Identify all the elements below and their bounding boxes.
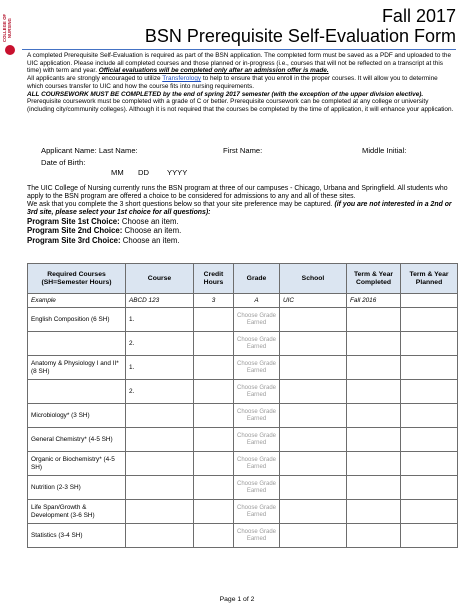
- college-of-nursing-logo: [2, 12, 18, 56]
- site-choice-2-select[interactable]: Choose an item.: [124, 226, 182, 236]
- term-planned-input[interactable]: [401, 356, 458, 380]
- course-input[interactable]: [126, 476, 194, 500]
- table-row: [28, 380, 458, 404]
- school-input[interactable]: [280, 380, 347, 404]
- course-requirement: [28, 332, 126, 356]
- instructions-official-note: Official evaluations will be completed only after an admission offer is made.: [98, 67, 329, 75]
- school-input[interactable]: [280, 452, 347, 476]
- school-input[interactable]: [280, 476, 347, 500]
- school-input[interactable]: [280, 524, 347, 548]
- instructions-p1: A completed Prerequisite Self-Evaluation is required as part of the BSN application. The completed form must be saved as a PDF and uploaded to the UIC application. Please include all completed courses and those planned or in-progress (i.e., courses that will not be reflected on a transcript at this time) with term and year.: [27, 52, 452, 75]
- course-requirement: Microbiology* (3 SH): [28, 404, 126, 428]
- site-choice-2: [27, 226, 455, 235]
- school-input[interactable]: [280, 500, 347, 524]
- course-input[interactable]: 1.: [126, 308, 194, 332]
- table-row: [28, 356, 458, 380]
- school-input[interactable]: [280, 332, 347, 356]
- credit-hours-input[interactable]: [194, 476, 234, 500]
- table-header-row: [28, 264, 458, 294]
- course-requirement: [28, 380, 126, 404]
- header-credit-hours: Credit Hours: [194, 264, 234, 294]
- header-term-completed: Term & Year Completed: [347, 264, 401, 294]
- coursework-deadline: ALL COURSEWORK MUST BE COMPLETED by the end of spring 2017 semester (with the exception of the upper division elective).: [27, 90, 424, 98]
- grade-select[interactable]: Choose Grade Earned: [234, 380, 280, 404]
- example-school: UIC: [280, 294, 347, 308]
- course-requirement: English Composition (6 SH): [28, 308, 126, 332]
- dob-label: Date of Birth:: [41, 158, 86, 167]
- table-row: [28, 404, 458, 428]
- school-input[interactable]: [280, 308, 347, 332]
- table-row: [28, 476, 458, 500]
- example-term-completed: Fall 2016: [347, 294, 401, 308]
- page-title: BSN Prerequisite Self-Evaluation Form: [144, 26, 456, 46]
- term-planned-input[interactable]: [401, 332, 458, 356]
- term-completed-input[interactable]: [347, 452, 401, 476]
- instructions-p2b: to help to ensure that you enroll in the proper courses. It will allow you to determine which courses transfer to UIC and how the course fits into nursing requirements.: [27, 75, 438, 90]
- site-choice-3: [27, 236, 455, 245]
- term-completed-input[interactable]: [347, 428, 401, 452]
- term-completed-input[interactable]: [347, 332, 401, 356]
- credit-hours-input[interactable]: [194, 428, 234, 452]
- transferology-link[interactable]: Transferology: [162, 75, 202, 83]
- credit-hours-input[interactable]: [194, 332, 234, 356]
- header-grade: Grade: [234, 264, 280, 294]
- grade-select[interactable]: Choose Grade Earned: [234, 404, 280, 428]
- term-completed-input[interactable]: [347, 404, 401, 428]
- course-requirement: Nutrition (2-3 SH): [28, 476, 126, 500]
- site-choice-1-label: Program Site 1st Choice:: [27, 217, 120, 226]
- example-label: Example: [28, 294, 126, 308]
- credit-hours-input[interactable]: [194, 500, 234, 524]
- campus-intro: The UIC College of Nursing currently runs the BSN program at three of our campuses - Chicago, Urbana and Springfield. All students who apply to the BSN program are offered a choice to be considered for admissions to any and all of these sites.: [27, 185, 448, 200]
- course-requirement: General Chemistry* (4-5 SH): [28, 428, 126, 452]
- table-row: [28, 500, 458, 524]
- logo-text: COLLEGE OF NURSING: [2, 13, 12, 43]
- term-planned-input[interactable]: [401, 404, 458, 428]
- table-row: [28, 308, 458, 332]
- grade-select[interactable]: Choose Grade Earned: [234, 356, 280, 380]
- dob-year-field[interactable]: YYYY: [167, 168, 188, 177]
- table-row: [28, 452, 458, 476]
- credit-hours-input[interactable]: [194, 356, 234, 380]
- middle-initial-label: Middle Initial:: [362, 146, 407, 155]
- term-completed-input[interactable]: [347, 356, 401, 380]
- credit-hours-input[interactable]: [194, 524, 234, 548]
- term-planned-input[interactable]: [401, 380, 458, 404]
- grade-select[interactable]: Choose Grade Earned: [234, 428, 280, 452]
- term-completed-input[interactable]: [347, 380, 401, 404]
- logo-seal-icon: [5, 45, 15, 55]
- school-input[interactable]: [280, 404, 347, 428]
- course-requirement: Life Span/Growth & Development (3-6 SH): [28, 500, 126, 524]
- course-input[interactable]: 2.: [126, 332, 194, 356]
- term-heading: Fall 2017: [381, 6, 456, 26]
- grade-select[interactable]: Choose Grade Earned: [234, 476, 280, 500]
- example-row: [28, 294, 458, 308]
- instructions: [27, 52, 455, 114]
- credit-hours-input[interactable]: [194, 404, 234, 428]
- header-school: School: [280, 264, 347, 294]
- table-row: [28, 428, 458, 452]
- grade-select[interactable]: Choose Grade Earned: [234, 524, 280, 548]
- term-planned-input[interactable]: [401, 428, 458, 452]
- school-input[interactable]: [280, 428, 347, 452]
- site-choice-3-label: Program Site 3rd Choice:: [27, 235, 121, 245]
- course-input[interactable]: [126, 524, 194, 548]
- term-planned-input[interactable]: [401, 500, 458, 524]
- first-name-label: First Name:: [223, 146, 263, 155]
- term-completed-input[interactable]: [347, 524, 401, 548]
- term-completed-input[interactable]: [347, 476, 401, 500]
- credit-hours-input[interactable]: [194, 452, 234, 476]
- credit-hours-input[interactable]: [194, 380, 234, 404]
- site-choice-3-select[interactable]: Choose an item.: [122, 235, 180, 245]
- table-row: [28, 332, 458, 356]
- course-input[interactable]: 1.: [126, 356, 194, 380]
- site-choice-1: [27, 217, 455, 226]
- header-term-planned: Term & Year Planned: [401, 264, 458, 294]
- course-requirement: Statistics (3-4 SH): [28, 524, 126, 548]
- course-input[interactable]: 2.: [126, 380, 194, 404]
- term-completed-input[interactable]: [347, 500, 401, 524]
- dob-month-field[interactable]: MM: [111, 168, 124, 177]
- grade-select[interactable]: Choose Grade Earned: [234, 308, 280, 332]
- header-required-courses: Required Courses (SH=Semester Hours): [28, 264, 126, 294]
- example-term-planned: [401, 294, 458, 308]
- instructions-p2a: All applicants are strongly encouraged to utilize: [27, 75, 161, 83]
- course-input[interactable]: [126, 452, 194, 476]
- course-input[interactable]: [126, 500, 194, 524]
- course-input[interactable]: [126, 428, 194, 452]
- credit-hours-input[interactable]: [194, 308, 234, 332]
- site-choice-1-select[interactable]: Choose an item.: [121, 217, 179, 226]
- last-name-label: Applicant Name: Last Name:: [41, 146, 138, 155]
- term-planned-input[interactable]: [401, 476, 458, 500]
- term-planned-input[interactable]: [401, 452, 458, 476]
- grade-select[interactable]: Choose Grade Earned: [234, 452, 280, 476]
- courses-table: [27, 263, 458, 548]
- course-input[interactable]: [126, 404, 194, 428]
- campus-request: We ask that you complete the 3 short questions below so that your site preference may be captured.: [27, 201, 333, 208]
- header-divider: [22, 49, 456, 50]
- campus-request-note: (if you are not interested in a 2nd or 3rd site, please select your 1st choice for all questions): [27, 201, 452, 216]
- example-grade: A: [234, 294, 280, 308]
- example-course: ABCD 123: [126, 294, 194, 308]
- grade-select[interactable]: Choose Grade Earned: [234, 332, 280, 356]
- term-completed-input[interactable]: [347, 308, 401, 332]
- course-requirement: Organic or Biochemistry* (4-5 SH): [28, 452, 126, 476]
- term-planned-input[interactable]: [401, 524, 458, 548]
- instructions-p4: Prerequisite coursework must be completed with a grade of C or better. Prerequisite coursework can be completed at any college or university (including city/community colleges). Although it is not required that the courses be completed by the time of application, it will enhance your application.: [27, 98, 454, 113]
- term-planned-input[interactable]: [401, 308, 458, 332]
- header-course: Course: [126, 264, 194, 294]
- grade-select[interactable]: Choose Grade Earned: [234, 500, 280, 524]
- page-number: Page 1 of 2: [219, 596, 255, 603]
- site-choice-2-label: Program Site 2nd Choice:: [27, 226, 123, 236]
- campus-preference-section: The UIC College of Nursing currently runs the BSN program at three of our campuses - Chicago, Urbana and Springfield. All students who apply to the BSN program are offered a choice to be considered for admissions to any and all of these sites. We ask that you complete the 3 short questions below so that your site preference may be captured. (if you are not interested in a 2nd or 3rd site, please select your 1st choice for all questions): Program Site 1st Choice: Choose an item. Program Site 2nd Choice: Choose an item. Program Site 3rd Choice: Choose an item.: [27, 185, 455, 245]
- school-input[interactable]: [280, 356, 347, 380]
- example-credit-hours: 3: [194, 294, 234, 308]
- table-row: [28, 524, 458, 548]
- dob-day-field[interactable]: DD: [138, 168, 149, 177]
- course-requirement: Anatomy & Physiology I and II* (8 SH): [28, 356, 126, 380]
